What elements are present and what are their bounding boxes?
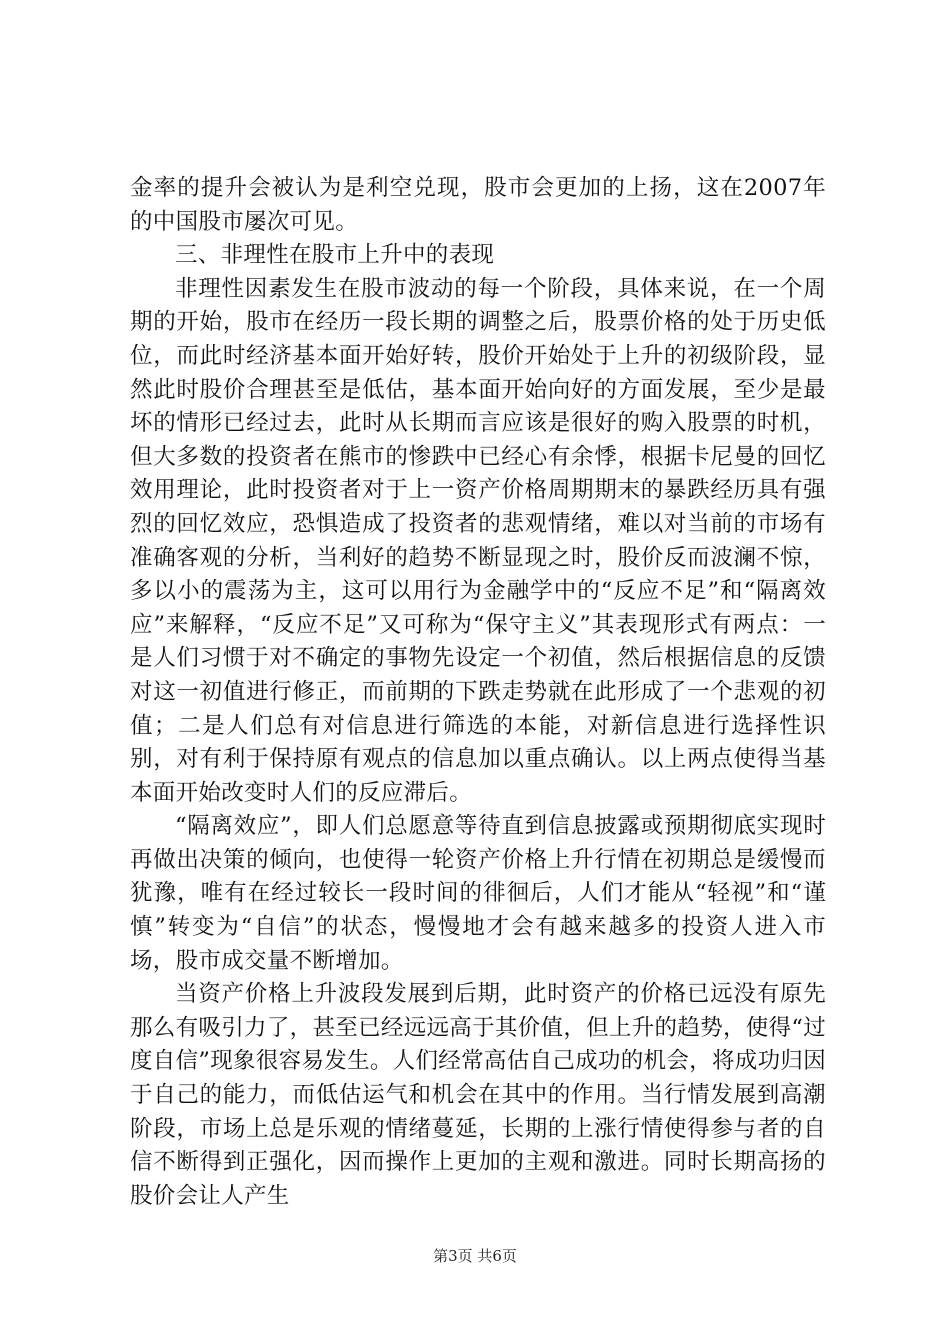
paragraph-irrationality-early-stage: 非理性因素发生在股市波动的每一个阶段，具体来说，在一个周期的开始，股市在经历一段长期的调整之后，股票价格的处于历史低位，而此时经济基本面开始好转，股价开始处于上升的初级阶段，显然此时股价合理甚至是低估，基本面开始向好的方面发展，至少是最坏的情形已经过去，此时从长期而言应该是很好的购入股票的时机，但大多数的投资者在熊市的惨跌中已经心有余悸，根据卡尼曼的回忆效用理论，此时投资者对于上一资产价格周期期末的暴跌经历具有强烈的回忆效应，恐惧造成了投资者的悲观情绪，难以对当前的市场有准确客观的分析，当利好的趋势不断显现之时，股价反而波澜不惊，多以小的震荡为主，这可以用行为金融学中的“反应不足”和“隔离效应”来解释，“反应不足”又可称为“保守主义”其表现形式有两点：一是人们习惯于对不确定的事物先设定一个初值，然后根据信息的反馈对这一初值进行修正，而前期的下跌走势就在此形成了一个悲观的初值；二是人们总有对信息进行筛选的本能，对新信息进行选择性识别，对有利于保持原有观点的信息加以重点确认。以上两点使得当基本面开始改变时人们的反应滞后。 bbox=[130, 275, 826, 806]
section-heading: 三、非理性在股市上升中的表现 bbox=[175, 242, 495, 269]
paragraph-isolation-effect: “隔离效应”，即人们总愿意等待直到信息披露或预期彻底实现时再做出决策的倾向，也使得一轮资产价格上升行情在初期总是缓慢而犹豫，唯有在经过较长一段时间的徘徊后，人们才能从“轻视”和“谨慎”转变为“自信”的状态，慢慢地才会有越来越多的投资人进入市场，股市成交量不断增加。 bbox=[130, 813, 826, 974]
document-body bbox=[130, 172, 826, 1213]
paragraph-overconfidence: 当资产价格上升波段发展到后期，此时资产的价格已远没有原先那么有吸引力了，甚至已经远远高于其价值，但上升的趋势，使得“过度自信”现象很容易发生。人们经常高估自己成功的机会，将成功归因于自己的能力，而低估运气和机会在其中的作用。当行情发展到高潮阶段，市场上总是乐观的情绪蔓延，长期的上涨行情使得参与者的自信不断得到正强化，因而操作上更加的主观和激进。同时长期高扬的股价会让人产生 bbox=[130, 981, 826, 1209]
page-footer: 第3页 共6页 bbox=[433, 1247, 517, 1265]
paragraph-continuation: 金率的提升会被认为是利空兑现，股市会更加的上扬，这在2007年的中国股市屡次可见。 bbox=[130, 175, 826, 235]
